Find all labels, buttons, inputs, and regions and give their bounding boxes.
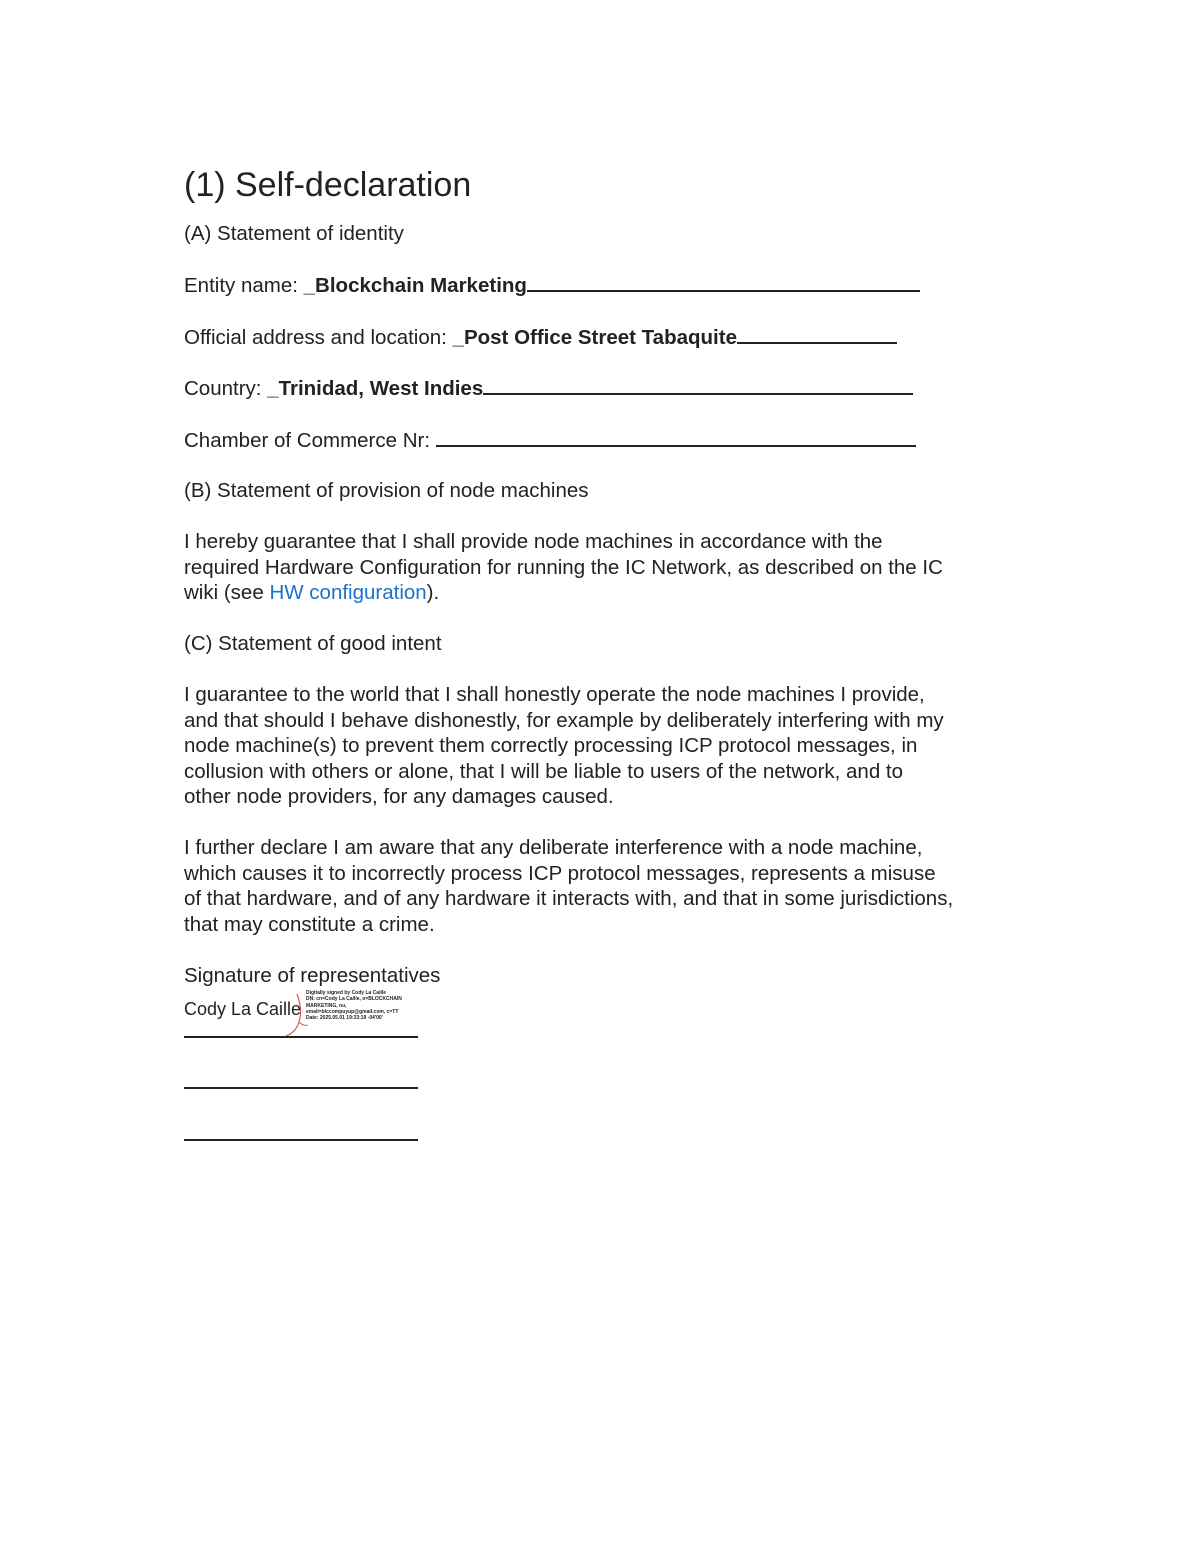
entity-name-underline — [527, 272, 920, 292]
chamber-row — [184, 427, 916, 454]
section-b-title: (B) Statement of provision of node machines — [184, 479, 589, 502]
good-intent-line: and that should I behave dishonestly, for example by deliberately interfering with my — [184, 708, 944, 732]
declaration-line: I further declare I am aware that any deliberate interference with a node machine, — [184, 836, 923, 859]
section-b-line-3-prefix: wiki (see — [184, 581, 270, 605]
hw-configuration-link[interactable]: HW configuration — [269, 581, 427, 605]
section-b-line-2: required Hardware Configuration for running the IC Network, as described on the IC — [184, 555, 943, 579]
declaration-line: of that hardware, and of any hardware it interacts with, and that in some jurisdictions, — [184, 887, 954, 911]
signature-line-1[interactable] — [184, 1036, 418, 1038]
declaration-line: which causes it to incorrectly process ICP protocol messages, represents a misuse — [184, 861, 936, 885]
section-c-title: (C) Statement of good intent — [184, 632, 442, 655]
section-b-line-3-suffix: ). — [426, 581, 440, 605]
signature-line-3[interactable] — [184, 1139, 418, 1141]
stamp-line: MARKETING, ou, — [306, 1002, 347, 1009]
good-intent-line: I guarantee to the world that I shall honestly operate the node machines I provide, — [184, 683, 925, 706]
stamp-line: Digitally signed by Cody La Caille — [306, 990, 387, 996]
declaration-line: that may constitute a crime. — [184, 912, 435, 936]
address-row — [184, 324, 897, 351]
stamp-line: Date: 2025.05.01 19:33:19 -04'00' — [306, 1015, 383, 1022]
good-intent-line: other node providers, for any damages caused. — [184, 785, 614, 809]
digital-signature[interactable] — [184, 990, 424, 1036]
section-b-line-3 — [184, 580, 1024, 606]
section-a-title: (A) Statement of identity — [184, 222, 404, 245]
good-intent-line: node machine(s) to prevent them correctly processing ICP protocol messages, in — [184, 734, 918, 758]
signature-title: Signature of representatives — [184, 964, 441, 987]
chamber-label: Chamber of Commerce Nr: — [184, 429, 436, 452]
section-b-line-1: I hereby guarantee that I shall provide node machines in accordance with the — [184, 530, 883, 553]
signature-line-2[interactable] — [184, 1087, 418, 1089]
address-value: _Post Office Street Tabaquite — [452, 326, 737, 349]
country-row — [184, 375, 913, 402]
section-b-paragraph — [184, 529, 1024, 606]
address-underline — [737, 324, 897, 344]
entity-name-row — [184, 272, 920, 299]
declaration-paragraph — [184, 835, 1024, 937]
good-intent-line: collusion with others or alone, that I will be liable to users of the network, and to — [184, 759, 904, 783]
country-value: _Trinidad, West Indies — [267, 377, 484, 400]
country-label: Country: — [184, 377, 268, 400]
stamp-line: DN: cn=Cody La Caille, o=BLOCKCHAIN — [306, 996, 402, 1003]
good-intent-paragraph — [184, 682, 1024, 810]
country-underline — [483, 375, 913, 395]
address-label: Official address and location: — [184, 326, 453, 349]
page-title: (1) Self-declaration — [184, 166, 472, 204]
chamber-underline — [436, 427, 916, 447]
signer-name: Cody La Caille — [184, 999, 302, 1019]
entity-name-value: _Blockchain Marketing — [303, 274, 527, 297]
signature-stamp — [306, 990, 426, 1021]
entity-name-label: Entity name: — [184, 274, 304, 297]
stamp-line: email=blccompuyup@gmail.com, c=TT — [306, 1008, 399, 1015]
